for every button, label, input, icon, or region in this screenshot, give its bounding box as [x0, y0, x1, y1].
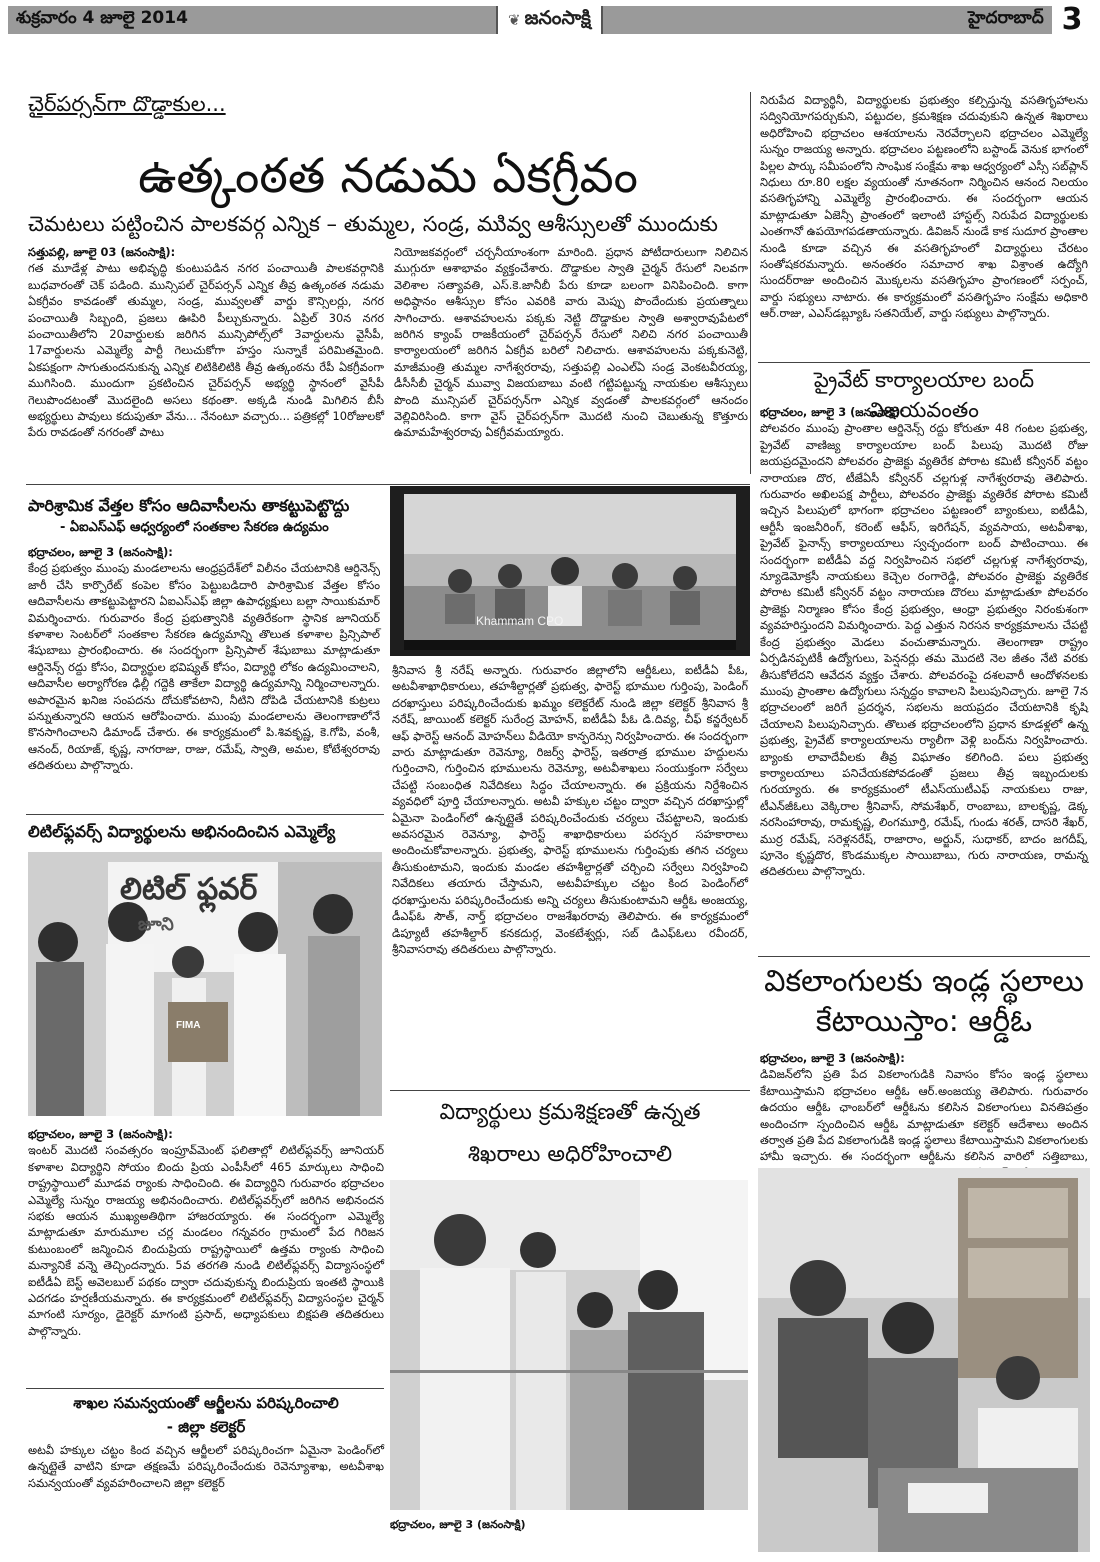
tribal-dateline: భద్రాచలం, జూలై 3 (జనంసాక్షి):	[28, 545, 173, 559]
section-rule	[390, 1090, 750, 1091]
lead-headline: ఉత్కంఠత నడుమ ఏకగ్రీవం	[138, 148, 638, 204]
section-rule	[758, 362, 1090, 363]
lead-dateline: సత్తుపల్లి, జూలై 03 (జనంసాక్షి):	[28, 245, 176, 259]
bandh-dateline: భద్రాచలం, జూలై 3 (జనంసాక్షి):	[760, 405, 905, 419]
disabled-title-line-2: కేటాయిస్తాం: ఆర్డీఓ	[815, 1004, 1033, 1039]
section-rule	[26, 1388, 384, 1389]
logo-text: జనంసాక్షి	[524, 6, 591, 29]
leaf-icon: ❦	[508, 11, 521, 29]
disabled-text: డివిజన్‌లోని ప్రతి పేద వికలాంగుడికి నివాసం కోసం ఇండ్ల స్థలాలు కేటాయిస్తామని భద్రాచలం ఆర్డీఓ ఆర్‌.అంజయ్య తెలిపారు. గురువారం ఉదయం ఆర్డీఓ ఛాంబర్‌లో ఆర్డీఓను కలిసిన వికలాంగులు వినతిపత్రం అందించగా స్పందించిన ఆర్డీఓ మాట్లాడుతూ కలెక్టర్‌ ఆదేశాలు అందిన తర్వాత ప్రతి పేద వికలాంగుడికి ఇండ్ల స్థలాలు కేటాయిస్తామని వికలాంగులకు హామీ ఇచ్చారు. ఈ సందర్భంగా ఆర్డీఓను కలిసిన వారిలో సత్తిబాబు,	[760, 1067, 1088, 1164]
students-title-line-1: విద్యార్థులు క్రమశిక్షణతో ఉన్నత	[439, 1100, 701, 1125]
students-title-line-2: శిఖరాలు అధిరోహించాలి	[467, 1142, 673, 1167]
lead-text-1: గత మూడేళ్ల పాటు అభివృద్ధి కుంటుపడిన నగర పంచాయితీ పాలకవర్గానికి బుధవారంతో చెక్‌ పడింది. మున్సిపల్‌ చైర్‌పర్సన్‌ ఎన్నిక తీవ్ర ఉత్కంఠత నడుమ ఏకగ్రీవం కావడంతో తుమ్మల, సండ్ర, మువ్వలతో వార్డు కౌన్సిలర్లు, నగర పంచాయితీ సిబ్బంది, ప్రజలు ఊపిరి పీల్చుకున్నారు. ఏప్రిల్‌ 30న నగర పంచాయితీలోని 20వార్డులకు జరిగిన మున్సిపోల్స్‌లో 3వార్డులను వైసీపీ, 17వార్డులను ఎమ్మెల్యే పార్టీ గెలుచుకోగా హస్తం సున్నాకే పరిమితమైంది. ఏకపక్షంగా సాగుతుందనుకున్న ఎన్నిక లిటికిలిటికి తీవ్ర ఉత్కంఠను రేపీ ఏకగ్రీవంగా ముగిసింది. ముందుగా ప్రకటించిన చైర్‌పర్సన్‌ అభ్యర్థి స్థానంలో వైసీపీ గెలుపొందటంతో మొదలైంది అసలు కథంతా. అక్కడి నుండి మిగిలిన బీసీ అభ్యర్థులు పావులు కదుపుతూ వేను... నేనంటూ వచ్చారు... పత్రికల్లో 10రోజులకో పేరు రావడంతో నగరంతో పాటు	[28, 261, 384, 440]
gift-label: FIMA	[176, 1020, 201, 1031]
little-flowers-title: లిటిల్‌ఫ్లవర్స్‌ విద్యార్థులను అభినందించిన ఎమ్మెల్యే	[28, 822, 336, 841]
hostel-story-text	[760, 92, 1088, 360]
bandh-title: ప్రైవేట్‌ కార్యాలయాల బంద్‌ విజయవంతం	[813, 368, 1035, 422]
students-photo-caption: భద్రాచలం, జూలై 3 (జనంసాక్షి)	[390, 1518, 526, 1531]
bandh-text: పోలవరం ముంపు ప్రాంతాల ఆర్డినెన్స్‌ రద్దు కోరుతూ 48 గంటల ప్రభుత్వ, ప్రైవేట్‌ వాణిజ్య కార్యాలయాల బంద్‌ పిలుపు మొదటి రోజు జయప్రదమైందని పోలవరం ప్రాజెక్టు వ్యతిరేక పోరాట కమిటీ కన్వీనర్‌ వట్టం నారాయణ దొర, టీజేఏసీ కన్వీనర్‌ చల్లగుళ్ల నాగేశ్వరరావు తెలిపారు. గురువారం అఖిలపక్ష పార్టీలు, పోలవరం ప్రాజెక్టు వ్యతిరేక పోరాట కమిటీ ఇచ్చిన పిలుపులో భాగంగా భద్రాచలం పట్టణంలో బ్యాంకులు, ఐటీడీఏ, ఆర్టీసీ ఇంజనీరింగ్‌, కరెంట్‌ ఆఫీస్‌, ఇరిగేషన్‌, వ్యవసాయ, అటవీశాఖ, ప్రైవేట్‌ ఫైనాన్స్‌ కార్యాలయాలు స్వచ్ఛందంగా బంద్‌ పాటించాయి. ఈ సందర్భంగా ఐటీడీఏ వద్ద నిర్వహించిన సభలో చల్లగుళ్ల నాగేశ్వరరావు, న్యూడెమోక్రసీ నాయకులు కెచ్చెల రంగారెడ్డి, పోలవరం ప్రాజెక్టు వ్యతిరేక పోరాట కమిటీ కన్వీనర్‌ వట్టం నారాయణ దొరలు మాట్లాడుతూ పోలవరం ప్రాజెక్టు నిర్మాణం కోసం కేంద్ర ప్రభుత్వం, ఆంధ్రా ప్రభుత్వం నిరంకుశంగా వ్యవహరిస్తుందని విమర్శించారు. పెద్ద ఎత్తున నిరసన కార్యక్రమాలను చేపట్టి కేంద్ర ప్రభుత్వం మెడలు వంచుతామన్నారు. తెలంగాణా రాష్ట్రం ఏర్పడినప్పటికీ ఉద్యోగులు, పెన్షనర్లు తమ మొదటి నెల జీతం నేటి వరకు తీసుకోలేదని ఆవేదన వ్యక్తం చేశారు. పోలవరంపై దశలవారీ ఆందోళనలకు ముంపు ప్రాంతాల ఉద్యోగులు సన్నద్ధం కావాలని పిలుపునిచ్చారు. జూలై 7న భద్రాచలంలో జరిగే ప్రదర్శన, సభలను జయప్రదం చేయటానికి కృషి చేయాలని పిలుపునిచ్చారు. తొలుత భద్రాచలంలోని ప్రధాన కూడళ్లలో ఉన్న ప్రభుత్వ, ప్రైవేట్‌ కార్యాలయాలను ర్యాలీగా వెళ్లి బంద్‌ను నిర్వహించారు. బ్యాంకు లావాదేవీలకు తీవ్ర విఘాతం కలిగింది. పలు ప్రభుత్వ కార్యాలయాలు పనిచేయకపోవడంతో ప్రజలు తీవ్ర ఇబ్బందులకు గురయ్యారు. ఈ కార్యక్రమంలో టీఎస్‌యుటీఎఫ్‌ నాయకులు రాజు, టీఎన్‌జీఓలు వెక్కిరాల శ్రీనివాస్‌, సోమశేఖర్‌, రాంబాబు, బాలకృష్ణ, డెక్క నరసింహారావు, రామకృష్ణ, లింగమూర్తి, రమేష్‌, గుండు శరత్‌, దాసరి శేఖర్‌, ముర్ర రమేష్‌, సరెళ్లనరేష్‌, రాజారాం, అర్జున్‌, సుధాకర్‌, బాదం జగదీష్‌, పూనెం కృష్ణదొర, కొండముక్కల సాయిబాబు, గురు నారాయణ, రామన్న తదితరులు పాల్గొన్నారు.	[760, 421, 1088, 879]
edition-city: హైదరాబాద్	[968, 8, 1044, 28]
section-rule	[758, 956, 1090, 957]
column-rule	[750, 92, 751, 474]
section-rule	[26, 814, 384, 815]
little-flowers-text: ఇంటర్‌ మొదటి సంవత్సరం ఇంప్రూవ్‌మెంట్‌ ఫలితాల్లో లిటిల్‌ఫ్లవర్స్‌ జూనియర్‌ కళాశాల విద్యార్థిని సోయం బిందు ప్రియ ఎంపీసీలో 465 మార్కులు సాధించి రాష్ట్రస్థాయిలో మూడవ ర్యాంకు సాధించింది. ఈ విద్యార్థిని గురువారం భద్రాచలం ఎమ్మెల్యే సున్నం రాజయ్య అభినందించారు. లిటిల్‌ఫ్లవర్స్‌లో జరిగిన అభినందన సభకు ఆయన ముఖ్యఅతిథిగా హాజరయ్యారు. ఈ సందర్భంగా ఎమ్మెల్యే మాట్లాడుతూ మారుమూల చర్ల మండలం గన్నవరం గ్రామంలో పేద గిరిజన కుటుంబంలో జన్మించిన బిందుప్రియ రాష్ట్రస్థాయిలో ఉత్తమ ర్యాంకు సాధించి మన్యానికే వన్నె తెచ్చిందన్నారు. 5వ తరగతి నుండి లిటిల్‌ఫ్లవర్స్‌ విద్యాసంస్థలో ఐటీడీఏ బెస్ట్‌ అవెలబుల్‌ పథకం ద్వారా చదువుకున్న బిందుప్రియ ఇంతటి స్థాయికి ఎదగడం హర్షణీయమన్నారు. ఈ కార్యక్రమంలో లిటిల్‌ఫ్లవర్స్‌ విద్యాసంస్థల చైర్మన్‌ మాగంటి సూర్యం, డైరెక్టర్‌ మాగంటి ప్రసాద్‌, అధ్యాపకులు బిక్షపతి తదితరులు పాల్గొన్నారు.	[28, 1143, 384, 1338]
disabled-story-text	[760, 1050, 1088, 1164]
hostel-text: నిరుపేద విద్యార్థినీ, విద్యార్థులకు ప్రభుత్వం కల్పిస్తున్న వసతిగృహాలను సద్వినియోగపర్చుకుని, పట్టుదల, క్రమశిక్షణ చదువుకుని ఉన్నత శిఖరాలు అధిరోహించి భద్రాచలం ఆశయాలను నెరవేర్చాలని భద్రాచలం ఎమ్మెల్యే సున్నం రాజయ్య అన్నారు. భద్రాచలం పట్టణంలోని బస్టాండ్‌ వెనుక భాగంలో పిల్లల పార్కు సమీపంలోని సాంఘిక సంక్షేమ శాఖ ఆధ్వర్యంలో ఎస్సీ సబ్‌ప్లాన్‌ నిధులు రూ.80 లక్షల వ్యయంతో నూతనంగా నిర్మించిన ఆనంద నిలయం వసతిగృహాన్ని ఎమ్మెల్యే ప్రారంభించారు. ఈ సందర్భంగా ఆయన మాట్లాడుతూ ఏజెన్సీ ప్రాంతంలో ఇలాంటి హాస్టల్స్‌ నిరుపేద విద్యార్థులకు ఎంతగానో ఉపయోగపడతాయన్నారు. డివిజన్‌ నుండే కాక సుదూర ప్రాంతాల నుండి కూడా వచ్చిన ఈ వసతిగృహంలో విద్యార్థులు చేరటం సంతోషకరమన్నారు. అనంతరం సమాచార శాఖ విశ్రాంత ఉద్యోగి సుందర్‌రాజు అందించిన మొక్కలను వసతిగృహం ప్రాంగణంలో సర్పంచ్‌, వార్డు సభ్యులు నాటారు. ఈ కార్యక్రమంలో వసతిగృహం సంక్షేమ అధికారి ఆర్‌.రాజు, ఎఎస్‌డబ్ల్యూఓ సతనియేల్‌, వార్డు సభ్యులు పాల్గొన్నారు.	[760, 93, 1089, 321]
little-flowers-dateline: భద్రాచలం, జూలై 3 (జనంసాక్షి):	[28, 1127, 173, 1141]
coord-continued-text	[392, 662, 748, 1014]
tribal-story-text	[28, 544, 380, 812]
masthead	[8, 2, 1092, 37]
lead-column-1	[28, 244, 384, 476]
lead-kicker: చైర్‌పర్సన్‌గా దొడ్డాకుల...	[28, 92, 226, 116]
section-rule	[26, 484, 750, 485]
coord-story-text	[28, 1442, 384, 1498]
little-flowers-award-photo	[28, 852, 382, 1116]
lead-subhead: చెమటలు పట్టించిన పాలకవర్గ ఎన్నిక – తుమ్మల, సండ్ర, ముివ్వ ఆశీస్సులతో ముందుకు	[28, 212, 718, 236]
newspaper-logo	[496, 6, 603, 34]
bandh-story-text	[760, 404, 1088, 952]
rdo-meeting-photo	[758, 1168, 1090, 1552]
coord-subtitle: - జిల్లా కలెక్టర్‌	[166, 1418, 246, 1436]
banner-text: లిటిల్ ఫ్లవర్	[120, 872, 258, 907]
tribal-title: పారిశ్రామిక వేత్తల కోసం ఆదివాసీలను తాకట్టుపెట్టొద్దు	[28, 496, 350, 515]
little-flowers-story-text	[28, 1126, 384, 1382]
coord-title: శాఖల సమన్వయంతో ఆర్జీలను పరిష్కరించాలి	[73, 1394, 339, 1412]
lead-column-2	[394, 244, 748, 476]
coord-continued: శ్రీనివాస శ్రీ నరేష్‌ అన్నారు. గురువారం జిల్లాలోని ఆర్డీఓలు, ఐటీడీఏ పీఓ, అటవీశాఖాధికారులు, తహశీల్దార్లతో ప్రభుత్వ, ఫారెస్ట్‌ భూముల గుర్తింపు, పెండింగ్‌ దరఖాస్తులు పరిష్కరించేందుకు ఖమ్మం కలెక్టరేట్‌ నుండి జిల్లా కలెక్టర్‌ శ్రీనివాస శ్రీ నరేష్‌, జాయింట్‌ కలెక్టర్‌ సురేంద్ర మోహన్‌, ఐటీడీఏ పీఓ డి.దివ్య, చీఫ్‌ కన్జర్వేటర్‌ ఆఫ్‌ ఫారెస్ట్‌ ఆనంద్‌ మోహన్‌లు వీడియో కాన్ఫరెన్సు నిర్వహించారు. ఈ సందర్భంగా వారు మాట్లాడుతూ రెవెన్యూ, రిజర్వ్‌ ఫారెస్ట్‌, ఇతరాత్ర భూముల హద్దులను గుర్తించాని, గుర్తించిన భూములను రెవెన్యూ, అటవీశాఖలు సంయుక్తంగా సర్వేలు చేపట్టి సంబంధిత నివేదికలు సిద్ధం చేయాలన్నారు. ఈ ప్రక్రియను నిర్దేశించిన వ్యవధిలో పూర్తి చేయాలన్నారు. అటవీ హక్కుల చట్టం ద్వారా వచ్చిన దరఖాస్తుల్లో ఏమైనా పెండింగ్‌లో ఉన్నట్లైతే పరిష్కరించేందుకు చర్యలు చేపట్టాలని, ఇందుకు అవసరమైన రెవెన్యూ, ఫారెస్ట్‌ శాఖాధికారులు పరస్పర సహకారాలు అందించుకోవాలన్నారు. ప్రభుత్వ, ఫారెస్ట్‌ భూములను గుర్తింపుకు తగిన చర్యలు తీసుకుంటామని, ఇందుకు మండల తహశీల్దార్లతో చర్చించి సర్వేలు నిర్వహించి నివేదికలు తయారు చేస్తామని, అటవీహక్కుల చట్టం కింద పెండింగ్‌లో ధరఖాస్తులను పరిష్కరించేందుకు అన్ని చర్యలు తీసుకుంటామని ఆర్డీఓ అంజయ్య, డీఎఫ్‌ఓ సౌత్‌, నార్త్‌ భద్రాచలం రాజశేఖరరావు తెలిపారు. ఈ కార్యక్రమంలో డిప్యూటీ తహశీల్దార్‌ కనకదుర్గ, వెంకటేశ్వర్లు, సబ్‌ డిఎఫ్‌ఓలు రవీందర్‌, శ్రీనివాసరావు తదితరులు పాల్గొన్నారు.	[392, 663, 748, 956]
tribal-text: కేంద్ర ప్రభుత్వం ముంపు మండలాలను ఆంధ్రప్రదేశ్‌లో విలీనం చేయటానికి ఆర్డినెన్స్‌ జారీ చేసి కార్పొరేట్‌ కంపెల కోసం పెట్టుబడిదారి పారిశ్రామిక వేత్తల కోసం ఆదివాసీలను తాకట్టుపెట్టారని ఏఐఎస్‌ఎఫ్‌ జిల్లా ఉపాధ్యక్షులు బల్లా సాయికుమార్‌ విమర్శించారు. గురువారం కేంద్ర ప్రభుత్వానికి వ్యతిరేకంగా స్థానిక జూనియర్‌ కళాశాల సెంటర్‌లో సంతకాల సేకరణ ఉద్యమాన్ని తొలుత కళాశాల ప్రిన్సిపాల్‌ శేషుబాబు ప్రారంభించారు. ఈ సందర్భంగా ప్రిన్సిపాల్‌ శేషుబాబు మాట్లాడుతూ ఆర్డినెన్స్‌ రద్దు కోసం, విద్యార్థుల భవిష్యత్‌ కోసం, విద్యార్థి లోకం ఉద్యమించాలని, ఆదివాసీల అర్యాగోరణ ఢిల్లీ గద్దెకి తాకేలా విద్యార్థి ఉద్యమాన్ని నిర్మించాలన్నారు. అపారమైన ఖనిజ సంపదను దోచుకోవటాని, నీటిని దోపిడి చేయటానికి కుట్రలు పన్నుతున్నారని ఆయన ఆరోపించారు. ముంపు మండలాలను తెలంగాణాలోనే కొనసాగించాలని డిమాండ్‌ చేశారు. ఈ కార్యక్రమంలో పి.శివకృష్ణ, కె.గోపి, వంశీ, ఆనంద్‌, రియాజ్‌, కృష్ణ, నాగరాజు, రాజు, రమేష్‌, స్వాతి, అమల, కోటేశ్వరరావు తదితరులు పాల్గొన్నారు.	[28, 561, 380, 773]
disabled-title-line-1: వికలాంగులకు ఇండ్ల స్థలాలు	[764, 964, 1084, 999]
video-overlay-text: Khammam CPO	[476, 614, 564, 628]
hostel-inauguration-photo	[390, 1180, 748, 1510]
video-conference-photo	[390, 486, 750, 656]
page-number: 3	[1052, 2, 1092, 38]
disabled-dateline: భద్రాచలం, జూలై 3 (జనంసాక్షి):	[760, 1051, 905, 1065]
issue-date: శుక్రవారం 4 జూలై 2014	[16, 8, 188, 28]
lead-text-2: నియోజకవర్గంలో చర్చనీయాంశంగా మారింది. ప్రధాన పోటీదారులుగా నిలిచిన ముగ్గురూ ఆశాభావం వ్యక్తంచేశారు. దొడ్డాకుల స్వాతి చైర్మన్‌ రేసులో నిలవగా వెలిశాల సత్యావతి, ఎస్‌.కె.జానీబీ పేరు కూడా బలంగా వినిపించింది. కాగా అధిష్ఠానం ఆశీస్సుల కోసం ఎవరికి వారు మెప్పు పొందేందుకు ప్రయత్నాలు సాగించారు. ఆశావహులను పక్కకు నెట్టి దొడ్డాకుల స్వాతి అశ్వారావుపేటలో జరిగిన క్యాంప్‌ రాజకీయంలో చైర్‌పర్సన్‌ రేసులో నిలిచి నగర పంచాయితీ కార్యాలయంలో జరిగిన ఏకగ్రీవ బరిలో నిలిచారు. ఆశావహులను పక్కకునెట్టి, మాజీమంత్రి తుమ్మల నాగేశ్వరరావు, సత్తుపల్లి ఎంఎల్‌ఏ సండ్ర వెంకటవీరయ్య, డీసీసీబీ చైర్మన్‌ మువ్వా విజయబాబు వంటి గట్టిపట్టున్న నాయకుల ఆశీస్సులు పొంది మున్సిపల్‌ చైర్‌పర్సన్‌గా ఎన్నిక వ్వడంతో పాలకవర్గంలో ఆనందం వెల్లివిరిసింది. కాగా వైస్‌ చైర్‌పర్సన్‌గా మొదటి నుంచి చెబుతున్న కొత్తూరు ఉమామహేశ్వరరావు ఏకగ్రీవమయ్యారు.	[394, 245, 748, 440]
coord-text: అటవీ హక్కుల చట్టం కింద వచ్చిన ఆర్జీలలో పరిష్కరించగా ఏమైనా పెండింగ్‌లో ఉన్నట్లైతే వాటిని కూడా తక్షణమే పరిష్కరించేందుకు రెవెన్యూశాఖ, అటవీశాఖ సమన్వయంతో వ్యవహరించాలని జిల్లా కలెక్టర్‌	[28, 1443, 384, 1490]
tribal-subtitle: - ఏఐఎస్‌ఎఫ్‌ ఆధ్వర్యంలో సంతకాల సేకరణ ఉద్యమం	[60, 520, 329, 535]
banner-subtext: జూని	[138, 914, 174, 935]
